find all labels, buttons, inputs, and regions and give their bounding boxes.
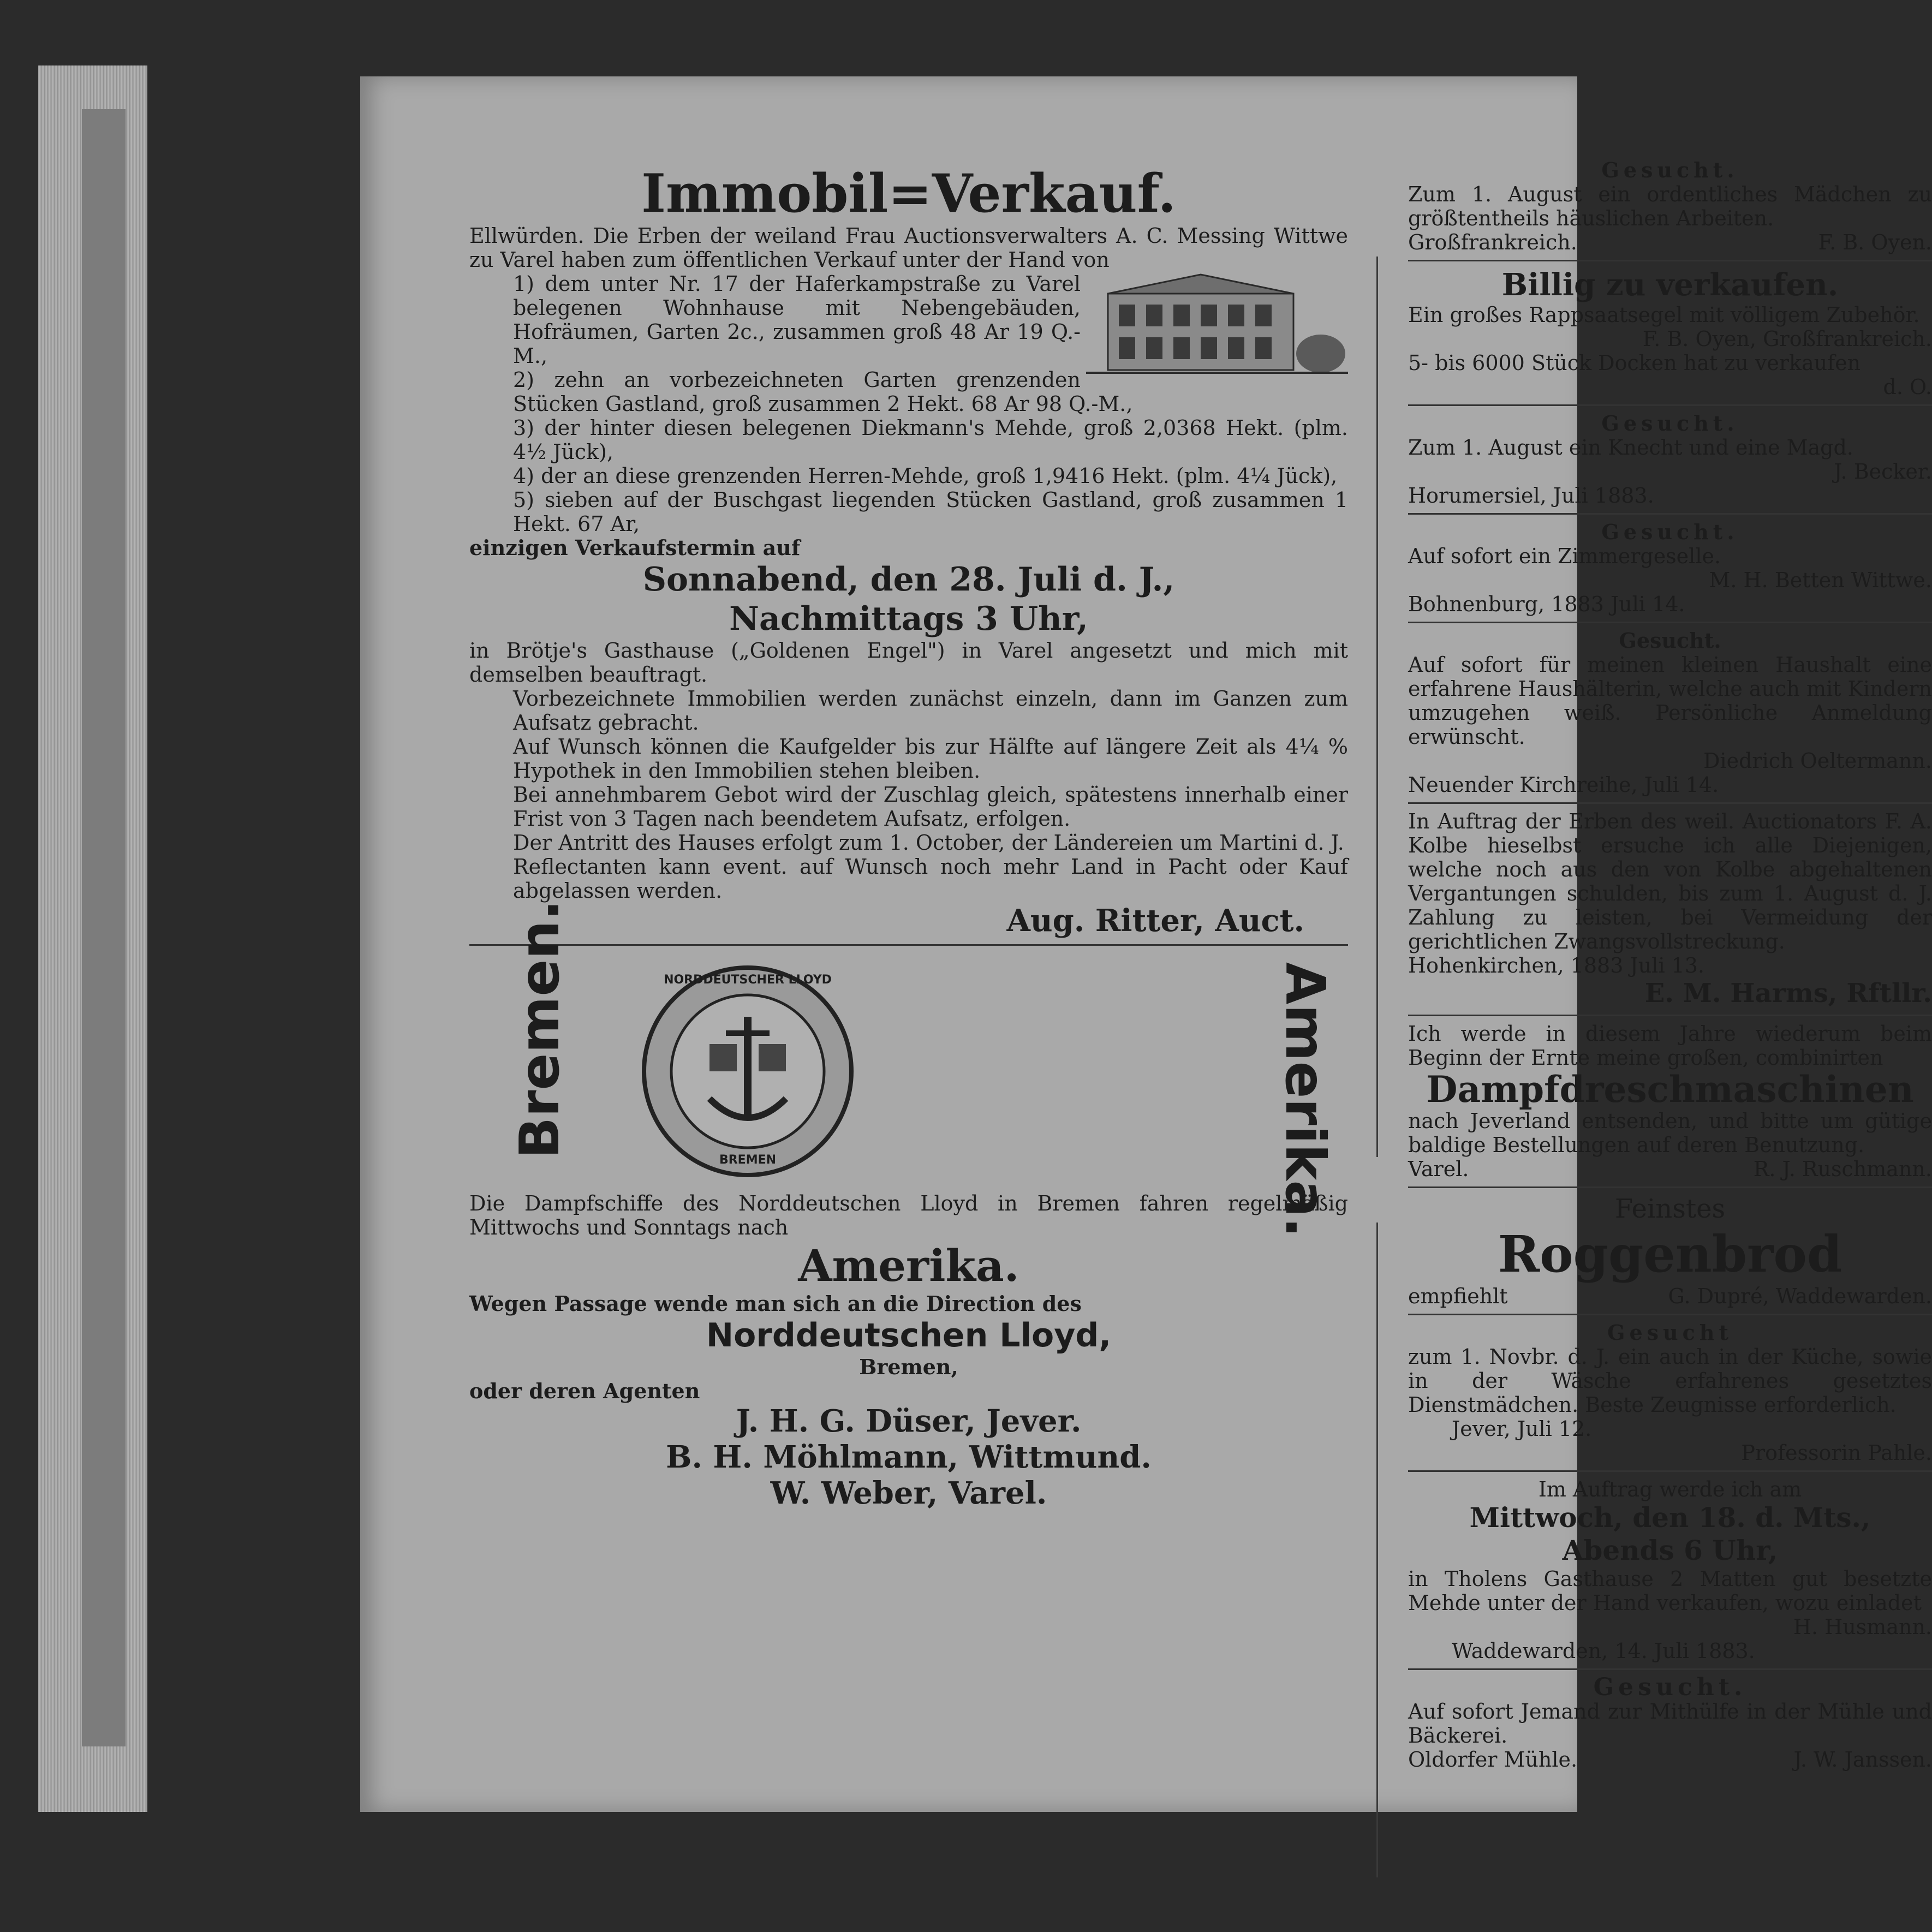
auction-date: Sonnabend, den 28. Juli d. J.,: [642, 560, 1175, 599]
ad10-date: Mittwoch, den 18. d. Mts.,: [1469, 1501, 1871, 1534]
rule: [1408, 1668, 1932, 1670]
immobil-intro: Ellwürden. Die Erben der weiland Frau Auctionsverwalters A. C. Messing Wittwe zu Varel haben zum öffentlichen Verkauf unter der Hand von: [469, 224, 1348, 272]
ad5-place: Neuender Kirchreihe, Juli 14.: [1408, 773, 1719, 797]
ad8-pre: Feinstes: [1614, 1194, 1726, 1224]
ad11-name: J. W. Janssen.: [1793, 1748, 1932, 1772]
ad3-text: Zum 1. August ein Knecht und eine Magd.: [1408, 436, 1853, 460]
ad2-text: Ein großes Rappsaatsegel mit völligem Zubehör.: [1408, 303, 1920, 327]
paragraph-5: Reflectanten kann event. auf Wunsch noch mehr Land in Pacht oder Kauf abgelassen werden.: [513, 855, 1348, 903]
ad3-name: J. Becker.: [1834, 460, 1932, 484]
rule: [1408, 1314, 1932, 1315]
rule: [1408, 1015, 1932, 1016]
ad10-name: H. Husmann.: [1793, 1615, 1932, 1639]
ad9-head: Gesucht: [1607, 1320, 1733, 1345]
ad10-text1: Im Auftrag werde ich am: [1538, 1477, 1802, 1501]
section-rule: [469, 944, 1348, 946]
amerika-heading: Amerika.: [798, 1240, 1019, 1291]
ad11-text: Auf sofort Jemand zur Mithülfe in der Mühle und Bäckerei.: [1408, 1700, 1932, 1748]
ad11-head: Gesucht.: [1593, 1673, 1747, 1701]
lloyd-seal-icon: [633, 957, 862, 1186]
ad4-text: Auf sofort ein Zimmergeselle.: [1408, 544, 1721, 568]
ad7-text2: nach Jeverland entsenden, und bitte um gütige baldige Bestellungen auf deren Benutzung.: [1408, 1109, 1932, 1157]
agent-3: W. Weber, Varel.: [770, 1475, 1047, 1511]
auctioneer-signature: Aug. Ritter, Auct.: [1006, 903, 1304, 939]
verkaufstermin: einzigen Verkaufstermin auf: [469, 535, 801, 560]
ad2-head: Billig zu verkaufen.: [1501, 267, 1839, 303]
ad5-name: Diedrich Oeltermann.: [1703, 749, 1932, 773]
auction-place: in Brötje's Gasthause („Goldenen Engel") in Varel angesetzt und mich mit demselben beauftragt.: [469, 639, 1348, 687]
paragraph-2: Auf Wunsch können die Kaufgelder bis zur Hälfte auf längere Zeit als 4¼ % Hypothek in den Immobilien stehen bleiben.: [513, 735, 1348, 783]
ad7-footer: [1408, 1157, 1932, 1181]
item-4: 4) der an diese grenzenden Herren-Mehde, groß 1,9416 Hekt. (plm. 4¼ Jück),: [513, 464, 1338, 488]
auction-time: Nachmittags 3 Uhr,: [729, 600, 1088, 638]
agents-label: oder deren Agenten: [469, 1379, 700, 1403]
ad4-head: Gesucht.: [1601, 520, 1739, 544]
rule: [1408, 622, 1932, 623]
rule: [1408, 1186, 1932, 1188]
rule: [1408, 1470, 1932, 1472]
ad10-place: Waddewarden, 14. Juli 1883.: [1452, 1639, 1755, 1663]
rule: [1408, 802, 1932, 804]
right-column: [1408, 158, 1932, 1772]
ad3-place: Horumersiel, Juli 1883.: [1408, 484, 1654, 508]
ad10-text2: in Tholens Gasthause 2 Matten gut besetzte Mehde unter der Hand verkaufen, wozu einladet: [1408, 1567, 1932, 1615]
lloyd-text-1: Die Dampfschiffe des Norddeutschen Lloyd in Bremen fahren regelmäßig Mittwochs und Sonntags nach: [469, 1191, 1348, 1239]
ad1-head: Gesucht.: [1601, 158, 1739, 182]
item-3: 3) der hinter diesen belegenen Diekmann's Mehde, groß 2,0368 Hekt. (plm. 4½ Jück),: [513, 416, 1348, 464]
ad7-text1: Ich werde in diesem Jahre wiederum beim Beginn der Ernte meine großen, combinirten: [1408, 1022, 1932, 1070]
book-spine-shadow: [82, 109, 126, 1746]
ad2-sign: d. O.: [1883, 375, 1932, 399]
ad8-label: empfiehlt: [1408, 1284, 1508, 1308]
ad6-text: In Auftrag der Erben des weil. Auctionators F. A. Kolbe hieselbst ersuche ich alle Diejenigen, welche noch aus den von Kolbe abgehaltenen Vergantungen schulden, bis zum 1. August d. J. Zahlung zu leisten, bei Vermeidung der gerichtlichen Zwangsvollstreckung.: [1408, 809, 1932, 953]
bremen-vertical: Bremen.: [508, 899, 571, 1159]
seal-text-top: NORDDEUTSCHER LLOYD: [664, 973, 832, 987]
ad6-name: E. M. Harms, Rftllr.: [1644, 978, 1932, 1009]
ad1-footer: [1408, 230, 1932, 254]
paragraph-1: Vorbezeichnete Immobilien werden zunächst einzeln, dann im Ganzen zum Aufsatz gebracht.: [513, 687, 1348, 735]
ad10-time: Abends 6 Uhr,: [1562, 1534, 1778, 1566]
lloyd-bremen: Bremen,: [859, 1355, 958, 1379]
ad7-head: Dampfdreschmaschinen: [1426, 1068, 1914, 1111]
ad8-head: Roggenbrod: [1498, 1225, 1842, 1284]
ad6-place: Hohenkirchen, 1883 Juli 13.: [1408, 953, 1704, 977]
ad9-text: zum 1. Novbr. d. J. ein auch in der Küche, sowie in der Wäsche erfahrenes gesetztes Dienstmädchen. Beste Zeugnisse erforderlich.: [1408, 1345, 1932, 1417]
agent-1: J. H. G. Düser, Jever.: [736, 1403, 1082, 1439]
ad4-place: Bohnenburg, 1883 Juli 14.: [1408, 592, 1685, 616]
ad1-name: F. B. Oyen.: [1818, 230, 1932, 254]
ad1-place: Großfrankreich.: [1408, 230, 1577, 254]
ad7-place: Varel.: [1408, 1157, 1469, 1181]
amerika-vertical: Amerika.: [1273, 962, 1337, 1238]
item-1: 1) dem unter Nr. 17 der Haferkampstraße zu Varel belegenen Wohnhause mit Nebengebäuden, Hofräumen, Garten 2c., zusammen groß 48 Ar 19 Q.-M.,: [513, 272, 1081, 368]
paragraph-4: Der Antritt des Hauses erfolgt zum 1. October, der Ländereien um Martini d. J.: [513, 831, 1344, 855]
ad8-footer: [1408, 1284, 1932, 1308]
ad9-name: Professorin Pahle.: [1741, 1441, 1932, 1465]
norddeutscher-lloyd: Norddeutschen Lloyd,: [706, 1316, 1112, 1355]
item-2: 2) zehn an vorbezeichneten Garten grenzenden Stücken Gastland, groß zusammen 2 Hekt. 68 Ar 98 Q.-M.,: [513, 368, 1133, 416]
lloyd-text-2: Wegen Passage wende man sich an die Direction des: [469, 1291, 1082, 1316]
immobil-title: Immobil=Verkauf.: [641, 163, 1176, 224]
item-5: 5) sieben auf der Buschgast liegenden Stücken Gastland, groß zusammen 1 Hekt. 67 Ar,: [513, 488, 1348, 536]
ad8-name: G. Dupré, Waddewarden.: [1668, 1284, 1932, 1308]
building-illustration: [1086, 272, 1348, 381]
ad5-text: Auf sofort für meinen kleinen Haushalt eine erfahrene Haushälterin, welche auch mit Kindern umzugehen weiß. Persönliche Anmeldung erwünscht.: [1408, 653, 1932, 749]
ad5-head: Gesucht.: [1619, 628, 1721, 653]
rule: [1408, 260, 1932, 261]
column-divider-lower: [1376, 1223, 1378, 1877]
ad7-name: R. J. Ruschmann.: [1753, 1157, 1932, 1181]
left-column: [469, 164, 1348, 1511]
newspaper-page: [360, 76, 1932, 1812]
ad9-place: Jever, Juli 12.: [1452, 1417, 1592, 1441]
ad11-place: Oldorfer Mühle.: [1408, 1748, 1578, 1772]
ad2-name: F. B. Oyen, Großfrankreich.: [1642, 327, 1932, 351]
ad3-head: Gesucht.: [1601, 411, 1739, 436]
ad11-footer: [1408, 1748, 1932, 1772]
ad2-text2: 5- bis 6000 Stück Docken hat zu verkaufen: [1408, 351, 1861, 375]
rule: [1408, 513, 1932, 515]
column-divider: [1376, 257, 1378, 1157]
paragraph-3: Bei annehmbarem Gebot wird der Zuschlag gleich, spätestens innerhalb einer Frist von 3 Tagen nach beendetem Aufsatz, erfolgen.: [513, 783, 1348, 831]
seal-text-bottom: BREMEN: [719, 1153, 777, 1167]
ad4-name: M. H. Betten Wittwe.: [1709, 568, 1932, 592]
ad1-text: Zum 1. August ein ordentliches Mädchen zu größtentheils häuslichen Arbeiten.: [1408, 182, 1932, 230]
rule: [1408, 404, 1932, 406]
agent-2: B. H. Möhlmann, Wittmund.: [666, 1439, 1152, 1475]
